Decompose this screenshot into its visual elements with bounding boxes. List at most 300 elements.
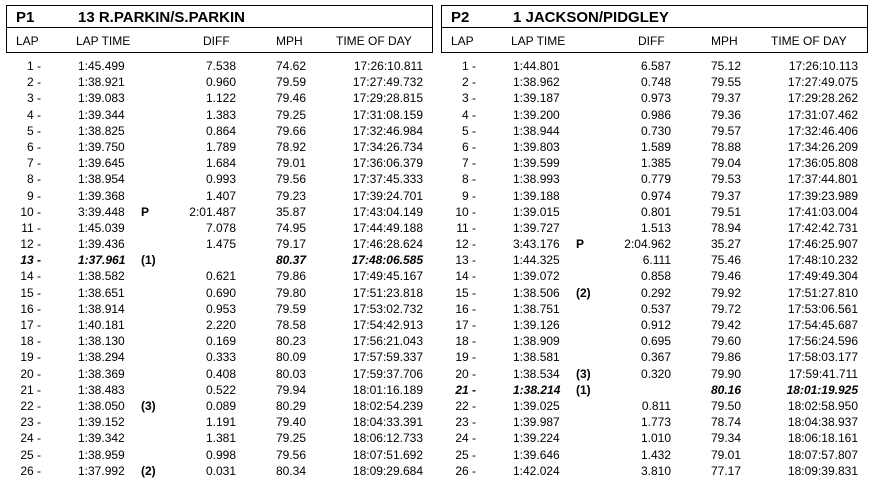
lap-diff: 0.993 (205, 172, 236, 187)
lap-time: 1:38.294 (78, 350, 125, 365)
lap-diff: 0.169 (205, 334, 236, 349)
lap-row (6, 349, 433, 365)
lap-mph: 79.46 (710, 269, 741, 284)
lap-mph: 80.29 (275, 398, 306, 413)
col-lap-header: LAP (16, 34, 39, 48)
lap-time: 1:39.015 (513, 204, 560, 219)
lap-time: 1:39.126 (513, 318, 560, 332)
lap-marker: (3) (576, 366, 591, 381)
lap-row (441, 447, 868, 463)
lap-row (441, 252, 868, 268)
lap-diff: 0.986 (640, 107, 671, 122)
lap-diff: 0.695 (640, 334, 671, 349)
lap-time-of-day: 18:09:39.831 (787, 463, 858, 478)
lap-row (6, 58, 433, 74)
lap-time: 1:38.483 (78, 382, 125, 397)
lap-mph: 74.62 (275, 59, 306, 73)
lap-number: 1 - (461, 59, 476, 73)
lap-mph: 79.53 (710, 172, 741, 187)
lap-number: 5 - (461, 123, 476, 138)
lap-diff: 0.801 (640, 204, 671, 219)
lap-time-of-day: 17:29:28.262 (787, 91, 858, 106)
lap-number: 18 - (20, 334, 41, 349)
lap-row (6, 317, 433, 333)
lap-time: 1:38.751 (513, 301, 560, 316)
lap-time-of-day: 18:02:58.950 (787, 398, 858, 413)
lap-number: 23 - (455, 415, 476, 430)
lap-row (441, 107, 868, 123)
lap-mph: 79.17 (275, 237, 306, 252)
lap-number: 23 - (20, 415, 41, 430)
lap-number: 11 - (21, 220, 41, 235)
lap-time: 1:39.645 (78, 156, 125, 171)
lap-time: 1:38.914 (78, 301, 125, 316)
lap-rows (441, 58, 868, 479)
lap-time-of-day: 17:59:37.706 (352, 366, 423, 381)
lap-mph: 79.01 (275, 156, 306, 171)
lap-mph: 79.59 (275, 301, 306, 316)
lap-time-of-day: 18:07:51.692 (352, 447, 423, 462)
lap-row (441, 301, 868, 317)
lap-time-of-day: 17:39:23.989 (787, 188, 858, 203)
lap-time-of-day: 17:42:42.731 (787, 220, 858, 235)
lap-time-of-day: 17:36:05.808 (787, 156, 858, 171)
lap-time-of-day: 17:29:28.815 (352, 91, 423, 106)
lap-diff: 1.381 (205, 431, 236, 446)
lap-time-of-day: 17:53:06.561 (787, 301, 858, 316)
lap-row-best (6, 252, 433, 268)
lap-time-of-day: 17:26:10.811 (353, 59, 423, 73)
lap-time: 1:38.944 (513, 123, 560, 138)
lap-row (441, 58, 868, 74)
lap-mph: 79.50 (710, 398, 741, 413)
lap-number: 14 - (455, 269, 476, 284)
lap-time: 1:38.369 (78, 366, 125, 381)
lap-mph: 79.72 (710, 301, 741, 316)
lap-mph: 75.46 (710, 253, 741, 268)
lap-diff: 1.191 (205, 415, 236, 430)
lap-diff: 6.111 (642, 253, 671, 268)
lap-time-of-day: 18:04:38.937 (787, 415, 858, 430)
lap-time-of-day: 17:56:21.043 (352, 334, 423, 349)
lap-time: 1:39.368 (78, 188, 125, 203)
lap-number: 4 - (26, 107, 41, 122)
lap-time: 3:43.176 (513, 237, 560, 252)
lap-time-of-day: 17:58:03.177 (787, 350, 858, 365)
lap-marker: (1) (576, 382, 591, 397)
lap-marker: P (576, 237, 585, 252)
lap-number: 9 - (26, 188, 41, 203)
lap-row (6, 236, 433, 252)
lap-mph: 79.37 (710, 91, 741, 106)
lap-time-of-day: 18:06:12.733 (352, 431, 423, 446)
lap-diff: 1.010 (640, 431, 671, 446)
lap-mph: 79.40 (275, 415, 306, 430)
lap-mph: 79.25 (275, 431, 306, 446)
lap-number: 15 - (455, 285, 476, 300)
lap-diff: 0.998 (205, 447, 236, 462)
lap-row (441, 317, 868, 333)
lap-time-of-day: 18:06:18.161 (787, 431, 858, 446)
col-laptime-header: LAP TIME (511, 34, 566, 48)
lap-diff: 0.320 (640, 366, 671, 381)
lap-number: 26 - (455, 463, 476, 478)
lap-mph: 35.87 (275, 204, 306, 219)
lap-time: 1:38.050 (78, 398, 125, 413)
lap-time: 1:39.083 (78, 91, 125, 106)
lap-time-of-day: 17:48:06.585 (351, 253, 423, 268)
lap-row (441, 333, 868, 349)
lap-diff: 1.513 (640, 220, 671, 235)
lap-number: 14 - (20, 269, 41, 284)
lap-diff: 6.587 (640, 59, 671, 73)
lap-row (6, 447, 433, 463)
panel-header (441, 5, 868, 28)
lap-diff: 0.779 (640, 172, 671, 187)
lap-marker: (3) (141, 398, 156, 413)
lap-time: 1:39.727 (513, 220, 560, 235)
lap-row (6, 90, 433, 106)
lap-time: 1:38.582 (78, 269, 125, 284)
lap-mph: 79.46 (275, 91, 306, 106)
col-mph-header: MPH (711, 34, 738, 48)
lap-row (441, 430, 868, 446)
lap-time-of-day: 17:26:10.113 (788, 59, 858, 73)
lap-row (6, 204, 433, 220)
lap-number: 26 - (20, 463, 41, 478)
lap-row (441, 204, 868, 220)
lap-time: 1:42.024 (513, 463, 560, 478)
lap-diff: 0.960 (205, 75, 236, 90)
lap-time: 1:38.581 (513, 350, 560, 365)
lap-number: 22 - (455, 398, 476, 413)
lap-row (441, 74, 868, 90)
lap-number: 19 - (20, 350, 41, 365)
lap-time-of-day: 17:43:04.149 (352, 204, 423, 219)
lap-mph: 78.58 (275, 318, 306, 332)
lap-number: 24 - (455, 431, 476, 446)
lap-diff: 2.220 (205, 318, 236, 332)
lap-time-of-day: 17:34:26.209 (787, 139, 858, 154)
lap-time: 1:39.599 (513, 156, 560, 171)
lap-mph: 80.03 (275, 366, 306, 381)
lap-time: 1:38.130 (78, 334, 125, 349)
lap-time: 1:39.224 (513, 431, 560, 446)
lap-diff: 0.973 (640, 91, 671, 106)
lap-time-of-day: 17:27:49.075 (787, 75, 858, 90)
lap-number: 7 - (461, 156, 476, 171)
lap-number: 13 - (455, 253, 476, 268)
lap-diff: 1.383 (205, 107, 236, 122)
lap-mph: 79.34 (710, 431, 741, 446)
lap-time: 3:39.448 (78, 204, 125, 219)
lap-diff: 0.031 (205, 463, 236, 478)
lap-row (6, 366, 433, 382)
lap-number: 11 - (456, 220, 476, 235)
lap-mph: 79.37 (710, 188, 741, 203)
lap-mph: 79.42 (710, 318, 741, 332)
lap-diff: 0.333 (205, 350, 236, 365)
lap-row (6, 123, 433, 139)
lap-time: 1:38.921 (78, 75, 125, 90)
lap-mph: 78.74 (710, 415, 741, 430)
col-timeofday-header: TIME OF DAY (336, 34, 412, 48)
lap-row (6, 139, 433, 155)
lap-number: 6 - (461, 139, 476, 154)
lap-time-of-day: 17:54:45.687 (787, 318, 858, 332)
lap-time-of-day: 17:48:10.232 (787, 253, 858, 268)
lap-number: 18 - (455, 334, 476, 349)
lap-time-of-day: 17:32:46.984 (352, 123, 423, 138)
lap-row (441, 236, 868, 252)
lap-row (441, 90, 868, 106)
lap-diff: 0.292 (640, 285, 671, 300)
lap-number: 8 - (461, 172, 476, 187)
lap-time: 1:39.200 (513, 107, 560, 122)
lap-number: 24 - (20, 431, 41, 446)
lap-time-of-day: 18:01:19.925 (786, 382, 858, 397)
lap-mph: 80.37 (275, 253, 306, 268)
lap-marker: (2) (576, 285, 591, 300)
lap-time: 1:39.025 (513, 398, 560, 413)
lap-mph: 75.12 (710, 59, 741, 73)
lap-time: 1:40.181 (78, 318, 125, 332)
lap-mph: 79.04 (710, 156, 741, 171)
lap-row (441, 349, 868, 365)
lap-number: 25 - (20, 447, 41, 462)
lap-row (441, 398, 868, 414)
lap-number: 5 - (26, 123, 41, 138)
lap-time-of-day: 17:53:02.732 (352, 301, 423, 316)
lap-mph: 78.94 (710, 220, 741, 235)
lap-mph: 77.17 (710, 463, 741, 478)
lap-diff: 0.730 (640, 123, 671, 138)
lap-diff: 0.864 (205, 123, 236, 138)
lap-row (441, 366, 868, 382)
lap-number: 3 - (461, 91, 476, 106)
lap-mph: 74.95 (275, 220, 306, 235)
lap-mph: 78.88 (710, 139, 741, 154)
lap-time: 1:38.954 (78, 172, 125, 187)
lap-diff: 1.789 (205, 139, 236, 154)
lap-time: 1:38.506 (513, 285, 560, 300)
lap-number: 22 - (20, 398, 41, 413)
lap-time: 1:37.992 (78, 463, 125, 478)
lap-row (6, 107, 433, 123)
lap-row (441, 268, 868, 284)
lap-time: 1:39.987 (513, 415, 560, 430)
lap-time-of-day: 17:31:07.462 (787, 107, 858, 122)
lap-time: 1:38.993 (513, 172, 560, 187)
lap-time-of-day: 17:27:49.732 (352, 75, 423, 90)
lap-time-of-day: 17:49:49.304 (787, 269, 858, 284)
lap-mph: 79.59 (275, 75, 306, 90)
col-lap-header: LAP (451, 34, 474, 48)
lap-time-of-day: 17:51:23.818 (352, 285, 423, 300)
lap-number: 20 - (20, 366, 41, 381)
lap-marker: (2) (141, 463, 156, 478)
position-label: P2 (451, 9, 470, 26)
col-laptime-header: LAP TIME (76, 34, 131, 48)
lap-diff: 0.522 (205, 382, 236, 397)
lap-row (6, 382, 433, 398)
lap-diff: 0.089 (205, 398, 236, 413)
lap-number: 20 - (455, 366, 476, 381)
lap-diff: 1.122 (205, 91, 236, 106)
lap-mph: 79.86 (275, 269, 306, 284)
lap-number: 17 - (20, 318, 41, 332)
lap-time: 1:39.750 (78, 139, 125, 154)
lap-mph: 80.09 (275, 350, 306, 365)
lap-diff: 1.475 (205, 237, 236, 252)
lap-mph: 79.01 (710, 447, 741, 462)
lap-diff: 0.974 (640, 188, 671, 203)
lap-number: 4 - (461, 107, 476, 122)
lap-mph: 79.94 (275, 382, 306, 397)
lap-row (6, 333, 433, 349)
position-label: P1 (16, 9, 35, 26)
lap-mph: 79.55 (710, 75, 741, 90)
lap-time-of-day: 18:07:57.807 (787, 447, 858, 462)
lap-time-of-day: 18:04:33.391 (352, 415, 423, 430)
column-headers (6, 28, 433, 53)
lap-row (6, 188, 433, 204)
lap-time: 1:39.072 (513, 269, 560, 284)
entry-name: 1 JACKSON/PIDGLEY (513, 9, 669, 26)
lap-diff: 0.537 (640, 301, 671, 316)
lap-diff: 1.385 (640, 156, 671, 171)
lap-diff: 2:04.962 (624, 237, 671, 252)
lap-time-of-day: 18:02:54.239 (352, 398, 423, 413)
lap-mph: 79.57 (710, 123, 741, 138)
lap-marker: P (141, 204, 150, 219)
lap-time-of-day: 17:46:28.624 (352, 237, 423, 252)
lap-number: 12 - (455, 237, 476, 252)
lap-diff: 7.078 (205, 220, 236, 235)
lap-mph: 80.23 (275, 334, 306, 349)
lap-number: 16 - (20, 301, 41, 316)
lap-number: 7 - (26, 156, 41, 171)
lap-time: 1:45.499 (78, 59, 125, 73)
lap-row (6, 430, 433, 446)
lap-time: 1:39.187 (513, 91, 560, 106)
lap-time: 1:39.342 (78, 431, 125, 446)
lap-number: 9 - (461, 188, 476, 203)
lap-diff: 0.858 (640, 269, 671, 284)
lap-time: 1:44.801 (513, 59, 560, 73)
col-mph-header: MPH (276, 34, 303, 48)
lap-row (6, 268, 433, 284)
lap-time: 1:38.959 (78, 447, 125, 462)
lap-diff: 0.953 (205, 301, 236, 316)
lap-time-of-day: 17:31:08.159 (352, 107, 423, 122)
lap-time: 1:38.825 (78, 123, 125, 138)
lap-row (441, 220, 868, 236)
lap-time: 1:39.152 (78, 415, 125, 430)
lap-diff: 0.912 (640, 318, 671, 332)
lap-time-of-day: 17:41:03.004 (787, 204, 858, 219)
lap-time-of-day: 17:44:49.188 (352, 220, 423, 235)
lap-row (441, 139, 868, 155)
lap-diff: 1.773 (640, 415, 671, 430)
lap-row (441, 155, 868, 171)
lap-number: 25 - (455, 447, 476, 462)
lap-time: 1:39.344 (78, 107, 125, 122)
lap-row (6, 171, 433, 187)
lap-number: 3 - (26, 91, 41, 106)
lap-number: 10 - (455, 204, 476, 219)
lap-number: 13 - (20, 253, 41, 268)
lap-time: 1:39.803 (513, 139, 560, 154)
lap-row (441, 123, 868, 139)
lap-row (441, 414, 868, 430)
lap-number: 15 - (20, 285, 41, 300)
lap-row (441, 188, 868, 204)
lap-number: 8 - (26, 172, 41, 187)
lap-mph: 80.16 (710, 382, 741, 397)
lap-time-of-day: 17:49:45.167 (352, 269, 423, 284)
lap-number: 2 - (461, 75, 476, 90)
lap-time: 1:39.646 (513, 447, 560, 462)
lap-time: 1:38.534 (513, 366, 560, 381)
lap-diff: 7.538 (205, 59, 236, 73)
lap-mph: 79.92 (710, 285, 741, 300)
lap-diff: 0.811 (641, 398, 671, 413)
lap-number: 6 - (26, 139, 41, 154)
lap-row (441, 171, 868, 187)
lap-mph: 79.23 (275, 188, 306, 203)
lap-number: 19 - (455, 350, 476, 365)
entry-name: 13 R.PARKIN/S.PARKIN (78, 9, 245, 26)
lap-number: 1 - (26, 59, 41, 73)
lap-mph: 79.90 (710, 366, 741, 381)
lap-time: 1:45.039 (78, 220, 125, 235)
lap-time: 1:37.961 (78, 253, 126, 268)
lap-mph: 79.86 (710, 350, 741, 365)
lap-mph: 78.92 (275, 139, 306, 154)
lap-row (6, 220, 433, 236)
lap-time-of-day: 17:39:24.701 (352, 188, 423, 203)
left-lap-chart (6, 5, 433, 495)
lap-number: 10 - (20, 204, 41, 219)
lap-time-of-day: 17:59:41.711 (788, 366, 858, 381)
lap-diff: 1.589 (640, 139, 671, 154)
lap-time-of-day: 17:57:59.337 (352, 350, 423, 365)
lap-diff: 2:01.487 (189, 204, 236, 219)
col-diff-header: DIFF (203, 34, 230, 48)
lap-row (6, 398, 433, 414)
column-headers (441, 28, 868, 53)
lap-number: 17 - (455, 318, 476, 332)
lap-time-of-day: 17:34:26.734 (352, 139, 423, 154)
lap-mph: 80.34 (275, 463, 306, 478)
lap-mph: 79.80 (275, 285, 306, 300)
lap-row (6, 463, 433, 479)
lap-mph: 35.27 (710, 237, 741, 252)
lap-time-of-day: 17:46:25.907 (787, 237, 858, 252)
lap-row (6, 301, 433, 317)
lap-row (6, 414, 433, 430)
lap-diff: 3.810 (640, 463, 671, 478)
lap-diff: 1.684 (205, 156, 236, 171)
lap-time-of-day: 18:09:29.684 (352, 463, 423, 478)
lap-rows (6, 58, 433, 479)
lap-time-of-day: 17:36:06.379 (352, 156, 423, 171)
lap-time: 1:38.962 (513, 75, 560, 90)
lap-row (6, 155, 433, 171)
lap-time: 1:38.909 (513, 334, 560, 349)
lap-time-of-day: 17:37:44.801 (787, 172, 858, 187)
